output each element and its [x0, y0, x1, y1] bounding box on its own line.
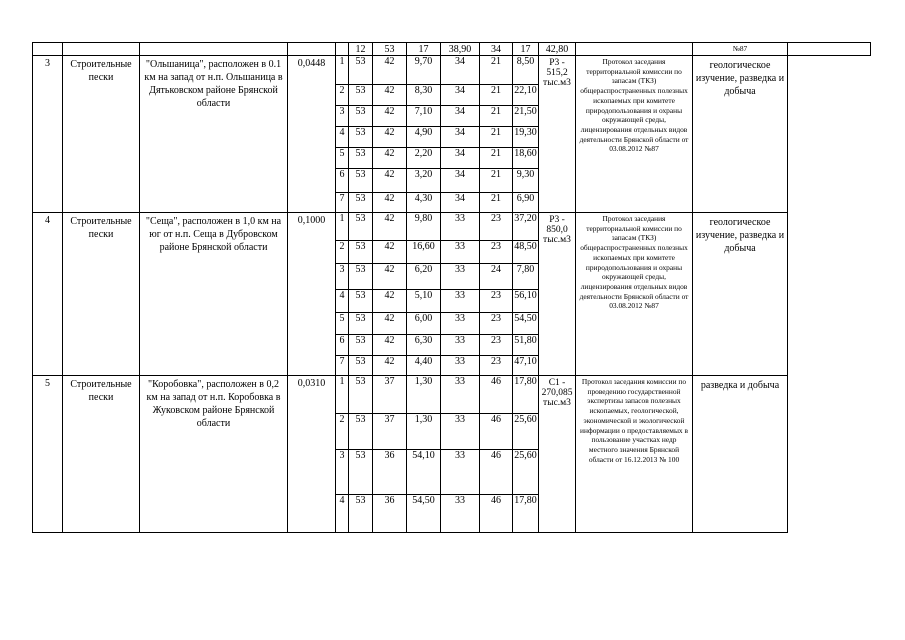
point-number: 7 [336, 193, 349, 213]
coord-cell: 7,10 [407, 106, 441, 127]
coord-cell: 33 [441, 264, 480, 290]
coord-cell: 21 [480, 56, 513, 85]
point-number: 2 [336, 241, 349, 264]
mineral-type: Строительные пески [63, 56, 140, 213]
coord-cell: 53 [349, 313, 373, 335]
mineral-type: Строительные пески [63, 213, 140, 376]
point-number: 3 [336, 264, 349, 290]
coord-cell: 46 [480, 376, 513, 414]
coord-cell: 6,30 [407, 335, 441, 356]
coord-cell: 53 [349, 264, 373, 290]
coord-cell: 9,30 [513, 169, 539, 193]
coord-cell: 9,80 [407, 213, 441, 241]
coord-cell: 56,10 [513, 290, 539, 313]
deposit-reserves: Р3 - 515,2 тыс.м3 [539, 56, 576, 213]
point-number: 4 [336, 495, 349, 533]
coord-cell: 9,70 [407, 56, 441, 85]
coord-cell: 23 [480, 290, 513, 313]
coord-cell: 42 [373, 290, 407, 313]
coord-cell: 53 [349, 148, 373, 169]
coord-cell: 34 [441, 106, 480, 127]
protocol-tail: №87 [693, 43, 788, 56]
coord-cell: 42 [373, 313, 407, 335]
coord-cell: 42 [373, 193, 407, 213]
deposit-area: 0,1000 [288, 213, 336, 376]
deposit-number: 4 [33, 213, 63, 376]
coord-cell: 21 [480, 106, 513, 127]
coord-cell: 54,50 [513, 313, 539, 335]
coord-cell: 53 [373, 43, 407, 56]
deposit-area: 0,0448 [288, 56, 336, 213]
coord-cell: 53 [349, 193, 373, 213]
coord-cell: 53 [349, 106, 373, 127]
coord-cell: 53 [349, 290, 373, 313]
coord-cell: 16,60 [407, 241, 441, 264]
deposit-reserves: Р3 - 850,0 тыс.м3 [539, 213, 576, 376]
coord-cell: 34 [441, 169, 480, 193]
coord-cell: 37 [373, 376, 407, 414]
deposit-protocol: Протокол заседания комиссии по проведению государственной экспертизы запасов полезных ископаемых, геологической, экономической и экологической информации о предоставляемых в пользование участках недр местного значения Брянской области от 16.12.2013 № 100 [576, 376, 693, 533]
coord-cell: 53 [349, 356, 373, 376]
deposit-number: 3 [33, 56, 63, 213]
coord-cell: 25,60 [513, 450, 539, 495]
coord-cell: 21,50 [513, 106, 539, 127]
coord-cell: 17,80 [513, 376, 539, 414]
coord-cell: 53 [349, 169, 373, 193]
coord-cell: 53 [349, 127, 373, 148]
coord-cell: 23 [480, 213, 513, 241]
coord-cell: 12 [349, 43, 373, 56]
point-number: 7 [336, 356, 349, 376]
point-number: 2 [336, 85, 349, 106]
coord-cell: 53 [349, 85, 373, 106]
coord-cell: 23 [480, 356, 513, 376]
coord-cell: 37,20 [513, 213, 539, 241]
coord-cell: 33 [441, 313, 480, 335]
coord-cell: 2,20 [407, 148, 441, 169]
coord-cell: 33 [441, 241, 480, 264]
point-number: 5 [336, 313, 349, 335]
coord-cell: 53 [349, 414, 373, 450]
deposit-purpose: разведка и добыча [693, 376, 788, 533]
deposit-protocol: Протокол заседания территориальной комиссии по запасам (ТКЗ) общераспространенных полезных ископаемых при комитете природопользования и охраны окружающей среды, лицензирования отдельных видов деятельности Брянской области от 03.08.2012 №87 [576, 56, 693, 213]
coord-cell: 17,80 [513, 495, 539, 533]
coord-cell: 33 [441, 356, 480, 376]
coord-cell: 42 [373, 356, 407, 376]
coord-cell: 37 [373, 414, 407, 450]
coord-cell: 42,80 [539, 43, 576, 56]
coord-cell: 33 [441, 495, 480, 533]
coord-cell: 53 [349, 213, 373, 241]
table-row [33, 213, 871, 241]
coord-cell: 33 [441, 335, 480, 356]
coord-cell: 33 [441, 450, 480, 495]
coord-cell: 33 [441, 414, 480, 450]
coord-cell: 47,10 [513, 356, 539, 376]
point-number: 6 [336, 169, 349, 193]
deposit-location: "Ольшаница", расположен в 0.1 км на запад от н.п. Ольшаница в Дятьковском районе Брянской области [140, 56, 288, 213]
coord-cell: 4,30 [407, 193, 441, 213]
coord-cell: 1,30 [407, 414, 441, 450]
point-number: 1 [336, 376, 349, 414]
table-row [33, 56, 871, 85]
coord-cell: 51,80 [513, 335, 539, 356]
coord-cell: 42 [373, 241, 407, 264]
coord-cell: 53 [349, 56, 373, 85]
coord-cell: 54,50 [407, 495, 441, 533]
coord-cell: 23 [480, 313, 513, 335]
coord-cell: 1,30 [407, 376, 441, 414]
coord-cell: 36 [373, 450, 407, 495]
table-row [33, 376, 871, 414]
coord-cell: 42 [373, 169, 407, 193]
coord-cell: 6,00 [407, 313, 441, 335]
coord-cell: 46 [480, 495, 513, 533]
coord-cell: 19,30 [513, 127, 539, 148]
coord-cell: 53 [349, 450, 373, 495]
deposit-location: "Коробовка", расположен в 0,2 км на запад от н.п. Коробовка в Жуковском районе Брянской области [140, 376, 288, 533]
coord-cell: 34 [441, 56, 480, 85]
point-number: 1 [336, 56, 349, 85]
coord-cell: 38,90 [441, 43, 480, 56]
deposit-rows [33, 56, 871, 533]
coord-cell: 8,50 [513, 56, 539, 85]
point-number: 3 [336, 106, 349, 127]
coord-cell: 21 [480, 148, 513, 169]
deposit-reserves: С1 - 270,085 тыс.м3 [539, 376, 576, 533]
point-number: 5 [336, 148, 349, 169]
coord-cell: 42 [373, 56, 407, 85]
coord-cell: 53 [349, 335, 373, 356]
coord-cell: 34 [441, 85, 480, 106]
coord-cell: 7,80 [513, 264, 539, 290]
point-number: 3 [336, 450, 349, 495]
coord-cell: 8,30 [407, 85, 441, 106]
coord-cell: 21 [480, 169, 513, 193]
coord-cell: 33 [441, 376, 480, 414]
coord-cell: 18,60 [513, 148, 539, 169]
coord-cell: 33 [441, 290, 480, 313]
coord-cell: 42 [373, 264, 407, 290]
coord-cell: 46 [480, 450, 513, 495]
coord-cell: 53 [349, 376, 373, 414]
coord-cell: 23 [480, 335, 513, 356]
coord-cell: 17 [513, 43, 539, 56]
deposit-number: 5 [33, 376, 63, 533]
coord-cell: 21 [480, 85, 513, 106]
coord-cell: 34 [480, 43, 513, 56]
coord-cell: 6,90 [513, 193, 539, 213]
coord-cell: 33 [441, 213, 480, 241]
coord-cell: 34 [441, 148, 480, 169]
point-number: 2 [336, 414, 349, 450]
coord-cell: 46 [480, 414, 513, 450]
coord-cell: 36 [373, 495, 407, 533]
coord-cell: 4,90 [407, 127, 441, 148]
coord-cell: 3,20 [407, 169, 441, 193]
coord-cell: 6,20 [407, 264, 441, 290]
point-number: 4 [336, 290, 349, 313]
coord-cell: 42 [373, 213, 407, 241]
deposits-table [32, 42, 871, 533]
coord-cell: 23 [480, 241, 513, 264]
coord-cell: 42 [373, 106, 407, 127]
deposit-area: 0,0310 [288, 376, 336, 533]
coord-cell: 22,10 [513, 85, 539, 106]
coord-cell: 21 [480, 193, 513, 213]
deposit-purpose: геологическое изучение, разведка и добыча [693, 213, 788, 376]
point-number: 4 [336, 127, 349, 148]
deposit-protocol: Протокол заседания территориальной комиссии по запасам (ТКЗ) общераспространенных полезных ископаемых при комитете природопользования и охраны окружающей среды, лицензирования отдельных видов деятельности Брянской области от 03.08.2012 №87 [576, 213, 693, 376]
point-number: 1 [336, 213, 349, 241]
coord-cell: 53 [349, 241, 373, 264]
coord-cell: 53 [349, 495, 373, 533]
coord-cell: 48,50 [513, 241, 539, 264]
coord-cell: 24 [480, 264, 513, 290]
deposit-purpose: геологическое изучение, разведка и добыча [693, 56, 788, 213]
coord-cell: 34 [441, 193, 480, 213]
coord-cell: 4,40 [407, 356, 441, 376]
coord-cell: 42 [373, 85, 407, 106]
coord-cell: 42 [373, 335, 407, 356]
coord-cell: 54,10 [407, 450, 441, 495]
coord-cell: 42 [373, 148, 407, 169]
coord-cell: 34 [441, 127, 480, 148]
coord-cell: 21 [480, 127, 513, 148]
coord-cell: 17 [407, 43, 441, 56]
deposit-location: "Сеща", расположен в 1,0 км на юг от н.п. Сеща в Дубровском районе Брянской области [140, 213, 288, 376]
coord-cell: 5,10 [407, 290, 441, 313]
point-number: 6 [336, 335, 349, 356]
mineral-type: Строительные пески [63, 376, 140, 533]
coord-cell: 42 [373, 127, 407, 148]
coord-cell: 25,60 [513, 414, 539, 450]
table-row [33, 43, 871, 56]
